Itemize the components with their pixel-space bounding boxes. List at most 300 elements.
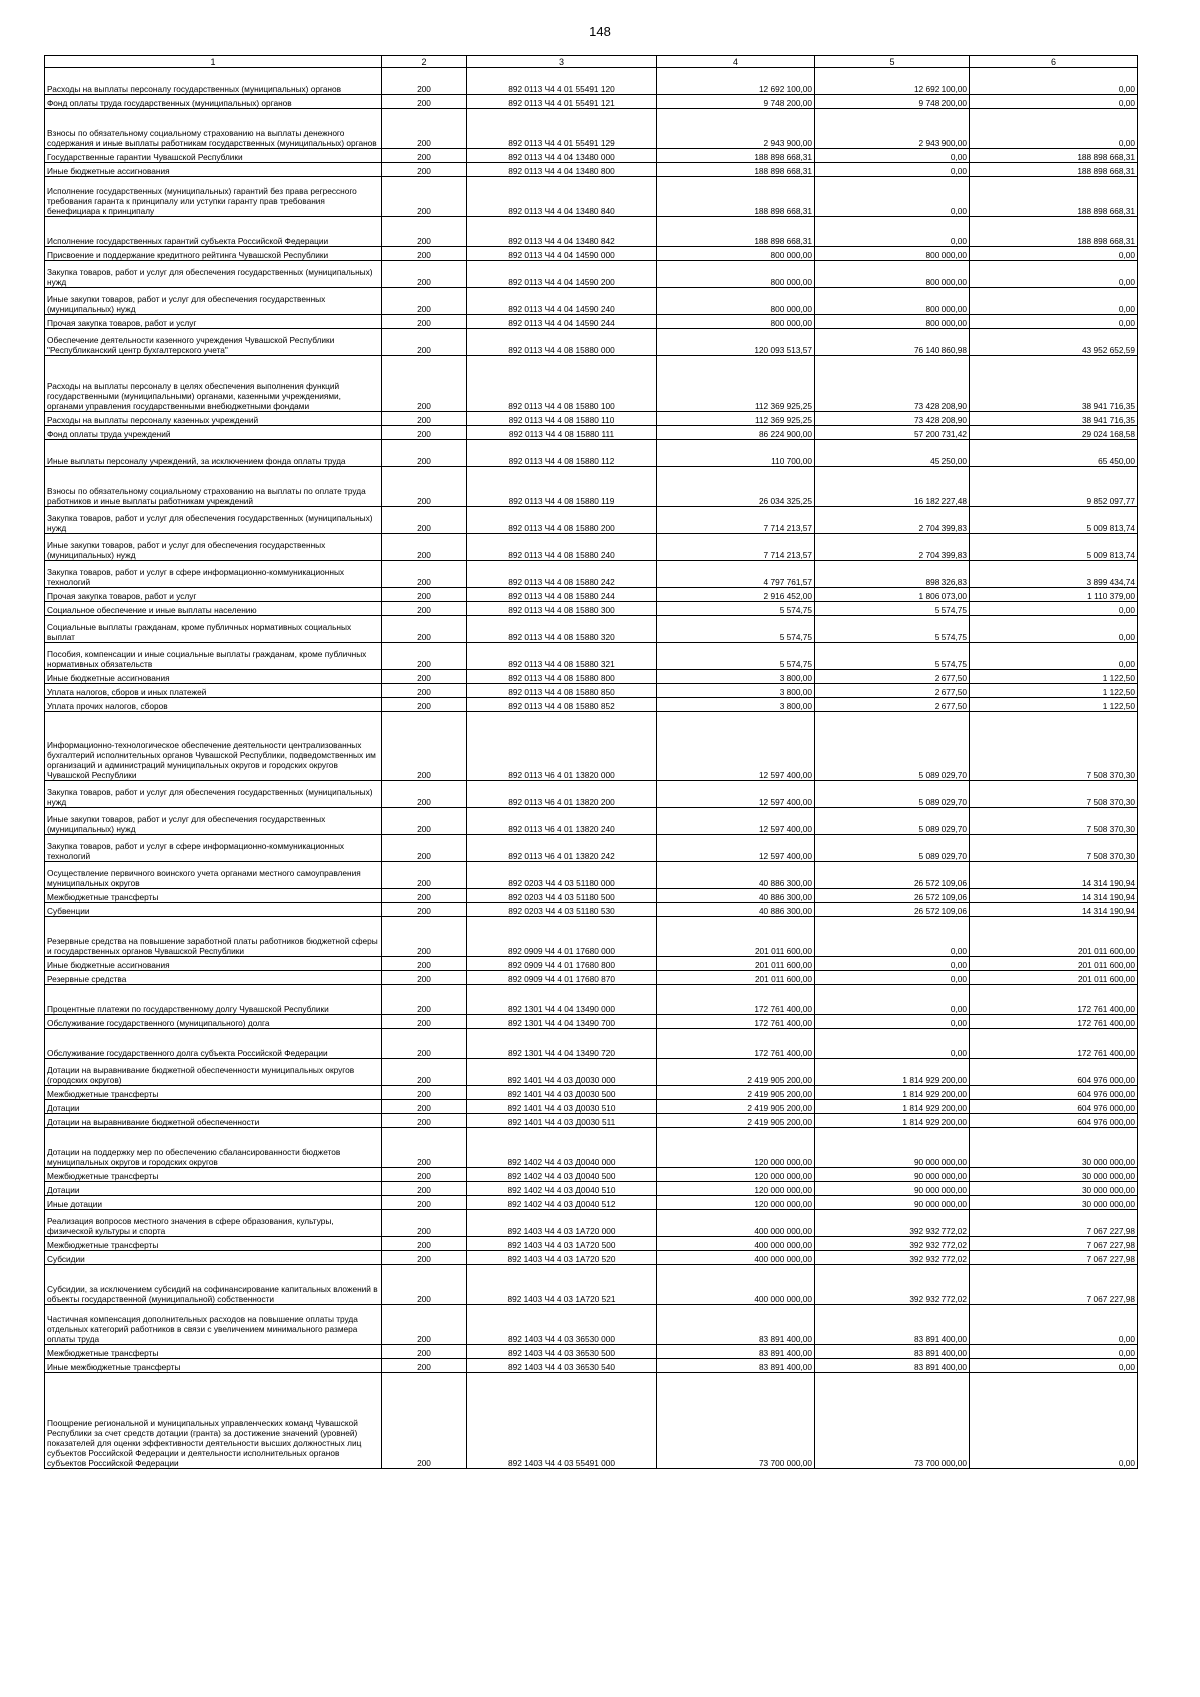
row-name: Иные дотации bbox=[45, 1196, 382, 1210]
row-classification: 892 0113 Ч6 4 01 13820 200 bbox=[467, 781, 657, 808]
row-code: 200 bbox=[382, 1237, 467, 1251]
row-classification: 892 0909 Ч4 4 01 17680 870 bbox=[467, 971, 657, 985]
row-code: 200 bbox=[382, 261, 467, 288]
row-value-col5: 800 000,00 bbox=[815, 288, 970, 315]
row-value-col5: 83 891 400,00 bbox=[815, 1345, 970, 1359]
table-row bbox=[45, 412, 1138, 426]
row-code: 200 bbox=[382, 1128, 467, 1168]
row-code: 200 bbox=[382, 588, 467, 602]
row-value-col4: 800 000,00 bbox=[657, 288, 815, 315]
row-name: Межбюджетные трансферты bbox=[45, 1237, 382, 1251]
table-row bbox=[45, 1100, 1138, 1114]
row-value-col6: 0,00 bbox=[970, 68, 1138, 95]
row-value-col6: 172 761 400,00 bbox=[970, 1015, 1138, 1029]
row-value-col5: 0,00 bbox=[815, 217, 970, 247]
row-value-col6: 7 508 370,30 bbox=[970, 712, 1138, 781]
table-row bbox=[45, 177, 1138, 217]
row-value-col4: 2 916 452,00 bbox=[657, 588, 815, 602]
row-value-col6: 30 000 000,00 bbox=[970, 1182, 1138, 1196]
row-value-col6: 172 761 400,00 bbox=[970, 1029, 1138, 1059]
row-name: Закупка товаров, работ и услуг в сфере информационно-коммуникационных технологий bbox=[45, 561, 382, 588]
row-name: Закупка товаров, работ и услуг для обеспечения государственных (муниципальных) нужд bbox=[45, 261, 382, 288]
row-value-col6: 7 508 370,30 bbox=[970, 781, 1138, 808]
row-value-col5: 5 089 029,70 bbox=[815, 835, 970, 862]
row-classification: 892 1401 Ч4 4 03 Д0030 511 bbox=[467, 1114, 657, 1128]
table-row bbox=[45, 684, 1138, 698]
row-value-col4: 120 000 000,00 bbox=[657, 1182, 815, 1196]
row-value-col5: 26 572 109,06 bbox=[815, 889, 970, 903]
row-value-col6: 0,00 bbox=[970, 247, 1138, 261]
row-name: Иные бюджетные ассигнования bbox=[45, 163, 382, 177]
row-classification: 892 1401 Ч4 4 03 Д0030 000 bbox=[467, 1059, 657, 1086]
row-value-col4: 12 597 400,00 bbox=[657, 781, 815, 808]
row-classification: 892 0113 Ч4 4 04 14590 200 bbox=[467, 261, 657, 288]
row-value-col6: 5 009 813,74 bbox=[970, 507, 1138, 534]
row-value-col4: 3 800,00 bbox=[657, 670, 815, 684]
row-classification: 892 0113 Ч6 4 01 13820 240 bbox=[467, 808, 657, 835]
row-code: 200 bbox=[382, 163, 467, 177]
table-row bbox=[45, 163, 1138, 177]
row-value-col6: 188 898 668,31 bbox=[970, 149, 1138, 163]
row-value-col4: 83 891 400,00 bbox=[657, 1359, 815, 1373]
row-classification: 892 0113 Ч4 4 08 15880 320 bbox=[467, 616, 657, 643]
row-value-col5: 12 692 100,00 bbox=[815, 68, 970, 95]
row-value-col4: 26 034 325,25 bbox=[657, 467, 815, 507]
row-value-col5: 2 677,50 bbox=[815, 684, 970, 698]
row-value-col6: 201 011 600,00 bbox=[970, 971, 1138, 985]
row-classification: 892 0113 Ч4 4 08 15880 852 bbox=[467, 698, 657, 712]
row-value-col6: 201 011 600,00 bbox=[970, 917, 1138, 957]
row-value-col5: 1 806 073,00 bbox=[815, 588, 970, 602]
row-code: 200 bbox=[382, 1059, 467, 1086]
row-value-col5: 57 200 731,42 bbox=[815, 426, 970, 440]
row-code: 200 bbox=[382, 1196, 467, 1210]
table-row bbox=[45, 356, 1138, 412]
table-row bbox=[45, 467, 1138, 507]
row-code: 200 bbox=[382, 1210, 467, 1237]
table-row bbox=[45, 602, 1138, 616]
row-value-col6: 1 122,50 bbox=[970, 698, 1138, 712]
row-value-col4: 800 000,00 bbox=[657, 261, 815, 288]
row-classification: 892 1403 Ч4 4 03 36530 000 bbox=[467, 1305, 657, 1345]
row-name: Обслуживание государственного долга субъекта Российской Федерации bbox=[45, 1029, 382, 1059]
row-classification: 892 0113 Ч4 4 08 15880 321 bbox=[467, 643, 657, 670]
row-value-col4: 112 369 925,25 bbox=[657, 412, 815, 426]
row-classification: 892 0113 Ч6 4 01 13820 000 bbox=[467, 712, 657, 781]
row-name: Иные бюджетные ассигнования bbox=[45, 957, 382, 971]
row-code: 200 bbox=[382, 1373, 467, 1469]
row-code: 200 bbox=[382, 1015, 467, 1029]
row-classification: 892 0113 Ч6 4 01 13820 242 bbox=[467, 835, 657, 862]
row-classification: 892 1402 Ч4 4 03 Д0040 512 bbox=[467, 1196, 657, 1210]
row-value-col4: 5 574,75 bbox=[657, 602, 815, 616]
row-value-col4: 12 597 400,00 bbox=[657, 712, 815, 781]
row-value-col4: 400 000 000,00 bbox=[657, 1210, 815, 1237]
row-value-col5: 9 748 200,00 bbox=[815, 95, 970, 109]
row-value-col5: 5 574,75 bbox=[815, 616, 970, 643]
row-code: 200 bbox=[382, 329, 467, 356]
row-value-col5: 73 428 208,90 bbox=[815, 412, 970, 426]
row-name: Субсидии, за исключением субсидий на софинансирование капитальных вложений в объекты государственной (муниципальной) собственности bbox=[45, 1265, 382, 1305]
row-name: Дотации bbox=[45, 1182, 382, 1196]
row-code: 200 bbox=[382, 1251, 467, 1265]
row-code: 200 bbox=[382, 315, 467, 329]
row-value-col6: 0,00 bbox=[970, 1359, 1138, 1373]
row-value-col6: 0,00 bbox=[970, 109, 1138, 149]
row-code: 200 bbox=[382, 356, 467, 412]
row-code: 200 bbox=[382, 957, 467, 971]
row-code: 200 bbox=[382, 561, 467, 588]
row-name: Пособия, компенсации и иные социальные выплаты гражданам, кроме публичных нормативных обязательств bbox=[45, 643, 382, 670]
row-classification: 892 0909 Ч4 4 01 17680 000 bbox=[467, 917, 657, 957]
row-value-col6: 30 000 000,00 bbox=[970, 1196, 1138, 1210]
table-row bbox=[45, 1182, 1138, 1196]
row-value-col5: 0,00 bbox=[815, 917, 970, 957]
row-value-col6: 3 899 434,74 bbox=[970, 561, 1138, 588]
header-row bbox=[45, 56, 1138, 68]
row-name: Уплата налогов, сборов и иных платежей bbox=[45, 684, 382, 698]
row-code: 200 bbox=[382, 903, 467, 917]
row-classification: 892 1301 Ч4 4 04 13490 700 bbox=[467, 1015, 657, 1029]
row-value-col4: 83 891 400,00 bbox=[657, 1345, 815, 1359]
row-value-col4: 2 419 905 200,00 bbox=[657, 1100, 815, 1114]
row-value-col5: 392 932 772,02 bbox=[815, 1237, 970, 1251]
row-classification: 892 0113 Ч4 4 04 13480 000 bbox=[467, 149, 657, 163]
table-row bbox=[45, 903, 1138, 917]
row-value-col5: 392 932 772,02 bbox=[815, 1251, 970, 1265]
row-classification: 892 0113 Ч4 4 08 15880 244 bbox=[467, 588, 657, 602]
row-code: 200 bbox=[382, 971, 467, 985]
row-value-col4: 40 886 300,00 bbox=[657, 889, 815, 903]
row-classification: 892 0113 Ч4 4 08 15880 200 bbox=[467, 507, 657, 534]
row-value-col6: 30 000 000,00 bbox=[970, 1128, 1138, 1168]
row-name: Государственные гарантии Чувашской Республики bbox=[45, 149, 382, 163]
row-value-col4: 3 800,00 bbox=[657, 684, 815, 698]
row-name: Исполнение государственных гарантий субъекта Российской Федерации bbox=[45, 217, 382, 247]
row-code: 200 bbox=[382, 247, 467, 261]
row-name: Расходы на выплаты персоналу казенных учреждений bbox=[45, 412, 382, 426]
row-code: 200 bbox=[382, 534, 467, 561]
row-code: 200 bbox=[382, 712, 467, 781]
row-classification: 892 1402 Ч4 4 03 Д0040 500 bbox=[467, 1168, 657, 1182]
row-code: 200 bbox=[382, 643, 467, 670]
row-code: 200 bbox=[382, 684, 467, 698]
row-value-col4: 4 797 761,57 bbox=[657, 561, 815, 588]
table-row bbox=[45, 985, 1138, 1015]
row-value-col5: 90 000 000,00 bbox=[815, 1182, 970, 1196]
row-value-col4: 800 000,00 bbox=[657, 247, 815, 261]
row-value-col5: 16 182 227,48 bbox=[815, 467, 970, 507]
row-value-col4: 40 886 300,00 bbox=[657, 862, 815, 889]
table-row bbox=[45, 507, 1138, 534]
row-value-col5: 1 814 929 200,00 bbox=[815, 1100, 970, 1114]
row-classification: 892 1401 Ч4 4 03 Д0030 500 bbox=[467, 1086, 657, 1100]
row-value-col4: 7 714 213,57 bbox=[657, 507, 815, 534]
row-value-col4: 73 700 000,00 bbox=[657, 1373, 815, 1469]
row-value-col6: 188 898 668,31 bbox=[970, 163, 1138, 177]
row-classification: 892 0113 Ч4 4 04 13480 800 bbox=[467, 163, 657, 177]
row-value-col5: 26 572 109,06 bbox=[815, 862, 970, 889]
row-code: 200 bbox=[382, 1168, 467, 1182]
row-value-col6: 7 508 370,30 bbox=[970, 808, 1138, 835]
row-name: Субсидии bbox=[45, 1251, 382, 1265]
row-value-col5: 800 000,00 bbox=[815, 315, 970, 329]
row-value-col4: 7 714 213,57 bbox=[657, 534, 815, 561]
row-value-col5: 0,00 bbox=[815, 163, 970, 177]
row-value-col6: 1 122,50 bbox=[970, 684, 1138, 698]
row-name: Расходы на выплаты персоналу государственных (муниципальных) органов bbox=[45, 68, 382, 95]
row-value-col4: 400 000 000,00 bbox=[657, 1251, 815, 1265]
row-value-col6: 65 450,00 bbox=[970, 440, 1138, 467]
table-row bbox=[45, 1114, 1138, 1128]
table-row bbox=[45, 68, 1138, 95]
row-value-col6: 1 122,50 bbox=[970, 670, 1138, 684]
table-row bbox=[45, 440, 1138, 467]
row-value-col4: 3 800,00 bbox=[657, 698, 815, 712]
row-value-col5: 5 089 029,70 bbox=[815, 808, 970, 835]
column-header-1: 1 bbox=[45, 56, 382, 68]
row-code: 200 bbox=[382, 602, 467, 616]
row-value-col4: 400 000 000,00 bbox=[657, 1237, 815, 1251]
column-header-3: 3 bbox=[467, 56, 657, 68]
row-code: 200 bbox=[382, 1182, 467, 1196]
row-classification: 892 0113 Ч4 4 08 15880 110 bbox=[467, 412, 657, 426]
row-name: Поощрение региональной и муниципальных управленческих команд Чувашской Республики за счет средств дотации (гранта) за достижение значений (уровней) показателей для оценки эффективности деятельности высших должностных лиц субъектов Российской Федерации и деятельности исполнительных органов субъектов Российской Федерации bbox=[45, 1373, 382, 1469]
row-value-col4: 172 761 400,00 bbox=[657, 1015, 815, 1029]
row-name: Резервные средства на повышение заработной платы работников бюджетной сферы и государственных органов Чувашской Республики bbox=[45, 917, 382, 957]
table-row bbox=[45, 643, 1138, 670]
row-value-col6: 188 898 668,31 bbox=[970, 217, 1138, 247]
row-value-col5: 90 000 000,00 bbox=[815, 1196, 970, 1210]
row-name: Информационно-технологическое обеспечение деятельности централизованных бухгалтерий исполнительных органов Чувашской Республики, подведомственных им организаций и администраций муниципальных округов и городских округов Чувашской Республики bbox=[45, 712, 382, 781]
row-code: 200 bbox=[382, 288, 467, 315]
row-code: 200 bbox=[382, 177, 467, 217]
row-name: Социальное обеспечение и иные выплаты населению bbox=[45, 602, 382, 616]
row-value-col5: 392 932 772,02 bbox=[815, 1265, 970, 1305]
table-row bbox=[45, 616, 1138, 643]
row-value-col4: 2 419 905 200,00 bbox=[657, 1086, 815, 1100]
row-value-col4: 188 898 668,31 bbox=[657, 149, 815, 163]
table-row bbox=[45, 862, 1138, 889]
row-code: 200 bbox=[382, 1359, 467, 1373]
column-header-5: 5 bbox=[815, 56, 970, 68]
table-row bbox=[45, 561, 1138, 588]
table-row bbox=[45, 534, 1138, 561]
table-row bbox=[45, 1128, 1138, 1168]
row-classification: 892 1402 Ч4 4 03 Д0040 510 bbox=[467, 1182, 657, 1196]
row-value-col4: 86 224 900,00 bbox=[657, 426, 815, 440]
row-value-col5: 2 677,50 bbox=[815, 670, 970, 684]
row-value-col4: 201 011 600,00 bbox=[657, 917, 815, 957]
row-classification: 892 0113 Ч4 4 01 55491 121 bbox=[467, 95, 657, 109]
row-name: Фонд оплаты труда учреждений bbox=[45, 426, 382, 440]
row-name: Осуществление первичного воинского учета органами местного самоуправления муниципальных округов bbox=[45, 862, 382, 889]
row-value-col4: 2 943 900,00 bbox=[657, 109, 815, 149]
table-row bbox=[45, 109, 1138, 149]
column-header-6: 6 bbox=[970, 56, 1138, 68]
row-classification: 892 0113 Ч4 4 04 14590 240 bbox=[467, 288, 657, 315]
row-classification: 892 1403 Ч4 4 03 1А720 520 bbox=[467, 1251, 657, 1265]
row-classification: 892 0113 Ч4 4 08 15880 240 bbox=[467, 534, 657, 561]
row-name: Обеспечение деятельности казенного учреждения Чувашской Республики "Республиканский центр бухгалтерского учета" bbox=[45, 329, 382, 356]
table-row bbox=[45, 217, 1138, 247]
row-value-col6: 38 941 716,35 bbox=[970, 412, 1138, 426]
row-value-col4: 120 000 000,00 bbox=[657, 1196, 815, 1210]
row-value-col5: 2 943 900,00 bbox=[815, 109, 970, 149]
row-value-col5: 73 700 000,00 bbox=[815, 1373, 970, 1469]
table-body bbox=[45, 68, 1138, 1469]
row-value-col5: 0,00 bbox=[815, 1015, 970, 1029]
row-classification: 892 1403 Ч4 4 03 36530 500 bbox=[467, 1345, 657, 1359]
row-classification: 892 0203 Ч4 4 03 51180 000 bbox=[467, 862, 657, 889]
row-name: Закупка товаров, работ и услуг в сфере информационно-коммуникационных технологий bbox=[45, 835, 382, 862]
row-classification: 892 1403 Ч4 4 03 1А720 000 bbox=[467, 1210, 657, 1237]
table-row bbox=[45, 1015, 1138, 1029]
row-code: 200 bbox=[382, 217, 467, 247]
row-value-col5: 2 704 399,83 bbox=[815, 507, 970, 534]
row-value-col5: 0,00 bbox=[815, 971, 970, 985]
row-value-col6: 188 898 668,31 bbox=[970, 177, 1138, 217]
row-code: 200 bbox=[382, 412, 467, 426]
row-name: Фонд оплаты труда государственных (муниципальных) органов bbox=[45, 95, 382, 109]
row-name: Межбюджетные трансферты bbox=[45, 1345, 382, 1359]
table-row bbox=[45, 261, 1138, 288]
row-value-col5: 1 814 929 200,00 bbox=[815, 1114, 970, 1128]
table-row bbox=[45, 329, 1138, 356]
table-row bbox=[45, 957, 1138, 971]
row-classification: 892 0113 Ч4 4 04 14590 000 bbox=[467, 247, 657, 261]
row-value-col6: 5 009 813,74 bbox=[970, 534, 1138, 561]
row-classification: 892 0113 Ч4 4 08 15880 100 bbox=[467, 356, 657, 412]
row-value-col6: 604 976 000,00 bbox=[970, 1100, 1138, 1114]
row-name: Прочая закупка товаров, работ и услуг bbox=[45, 588, 382, 602]
row-value-col5: 26 572 109,06 bbox=[815, 903, 970, 917]
table-row bbox=[45, 149, 1138, 163]
row-classification: 892 1401 Ч4 4 03 Д0030 510 bbox=[467, 1100, 657, 1114]
row-code: 200 bbox=[382, 1345, 467, 1359]
budget-table bbox=[44, 55, 1138, 1469]
row-value-col5: 45 250,00 bbox=[815, 440, 970, 467]
row-value-col5: 2 677,50 bbox=[815, 698, 970, 712]
row-classification: 892 0113 Ч4 4 08 15880 111 bbox=[467, 426, 657, 440]
row-name: Закупка товаров, работ и услуг для обеспечения государственных (муниципальных) нужд bbox=[45, 507, 382, 534]
row-code: 200 bbox=[382, 1029, 467, 1059]
row-classification: 892 1403 Ч4 4 03 36530 540 bbox=[467, 1359, 657, 1373]
row-name: Дотации bbox=[45, 1100, 382, 1114]
row-code: 200 bbox=[382, 1265, 467, 1305]
row-value-col5: 2 704 399,83 bbox=[815, 534, 970, 561]
row-value-col6: 9 852 097,77 bbox=[970, 467, 1138, 507]
row-value-col4: 110 700,00 bbox=[657, 440, 815, 467]
row-value-col6: 0,00 bbox=[970, 616, 1138, 643]
row-code: 200 bbox=[382, 95, 467, 109]
row-value-col5: 83 891 400,00 bbox=[815, 1359, 970, 1373]
row-name: Межбюджетные трансферты bbox=[45, 1168, 382, 1182]
row-name: Реализация вопросов местного значения в сфере образования, культуры, физической культуры и спорта bbox=[45, 1210, 382, 1237]
row-name: Межбюджетные трансферты bbox=[45, 1086, 382, 1100]
row-name: Иные закупки товаров, работ и услуг для обеспечения государственных (муниципальных) нужд bbox=[45, 288, 382, 315]
table-row bbox=[45, 698, 1138, 712]
table-row bbox=[45, 1168, 1138, 1182]
row-name: Исполнение государственных (муниципальных) гарантий без права регрессного требования гаранта к принципалу или уступки гаранту прав требования бенефициара к принципалу bbox=[45, 177, 382, 217]
table-row bbox=[45, 670, 1138, 684]
row-value-col5: 1 814 929 200,00 bbox=[815, 1086, 970, 1100]
row-classification: 892 1301 Ч4 4 04 13490 000 bbox=[467, 985, 657, 1015]
row-classification: 892 0113 Ч4 4 08 15880 850 bbox=[467, 684, 657, 698]
row-value-col5: 5 574,75 bbox=[815, 602, 970, 616]
row-value-col6: 7 508 370,30 bbox=[970, 835, 1138, 862]
table-row bbox=[45, 1265, 1138, 1305]
row-value-col4: 5 574,75 bbox=[657, 616, 815, 643]
row-name: Процентные платежи по государственному долгу Чувашской Республики bbox=[45, 985, 382, 1015]
row-value-col5: 898 326,83 bbox=[815, 561, 970, 588]
table-row bbox=[45, 588, 1138, 602]
row-value-col4: 172 761 400,00 bbox=[657, 985, 815, 1015]
row-value-col5: 0,00 bbox=[815, 985, 970, 1015]
row-code: 200 bbox=[382, 985, 467, 1015]
row-value-col6: 0,00 bbox=[970, 315, 1138, 329]
row-value-col6: 7 067 227,98 bbox=[970, 1237, 1138, 1251]
row-code: 200 bbox=[382, 1305, 467, 1345]
row-value-col6: 14 314 190,94 bbox=[970, 862, 1138, 889]
row-value-col4: 12 692 100,00 bbox=[657, 68, 815, 95]
row-name: Уплата прочих налогов, сборов bbox=[45, 698, 382, 712]
row-value-col5: 0,00 bbox=[815, 957, 970, 971]
row-classification: 892 1403 Ч4 4 03 1А720 500 bbox=[467, 1237, 657, 1251]
row-value-col5: 73 428 208,90 bbox=[815, 356, 970, 412]
row-code: 200 bbox=[382, 835, 467, 862]
row-value-col6: 7 067 227,98 bbox=[970, 1251, 1138, 1265]
row-classification: 892 0113 Ч4 4 04 13480 842 bbox=[467, 217, 657, 247]
table-row bbox=[45, 1210, 1138, 1237]
page-number: 148 bbox=[589, 24, 611, 39]
table-row bbox=[45, 247, 1138, 261]
row-value-col5: 5 089 029,70 bbox=[815, 712, 970, 781]
row-name: Иные закупки товаров, работ и услуг для обеспечения государственных (муниципальных) нужд bbox=[45, 808, 382, 835]
row-name: Иные бюджетные ассигнования bbox=[45, 670, 382, 684]
table-row bbox=[45, 971, 1138, 985]
row-code: 200 bbox=[382, 781, 467, 808]
row-value-col5: 1 814 929 200,00 bbox=[815, 1059, 970, 1086]
row-value-col4: 40 886 300,00 bbox=[657, 903, 815, 917]
row-name: Иные выплаты персоналу учреждений, за исключением фонда оплаты труда bbox=[45, 440, 382, 467]
row-code: 200 bbox=[382, 808, 467, 835]
row-classification: 892 0113 Ч4 4 08 15880 119 bbox=[467, 467, 657, 507]
row-value-col6: 172 761 400,00 bbox=[970, 985, 1138, 1015]
row-code: 200 bbox=[382, 862, 467, 889]
row-name: Резервные средства bbox=[45, 971, 382, 985]
row-value-col6: 604 976 000,00 bbox=[970, 1059, 1138, 1086]
row-value-col6: 0,00 bbox=[970, 288, 1138, 315]
table-row bbox=[45, 426, 1138, 440]
row-classification: 892 1403 Ч4 4 03 55491 000 bbox=[467, 1373, 657, 1469]
row-value-col4: 120 093 513,57 bbox=[657, 329, 815, 356]
row-name: Дотации на выравнивание бюджетной обеспеченности муниципальных округов (городских округов) bbox=[45, 1059, 382, 1086]
row-value-col4: 2 419 905 200,00 bbox=[657, 1059, 815, 1086]
row-classification: 892 1402 Ч4 4 03 Д0040 000 bbox=[467, 1128, 657, 1168]
row-value-col5: 800 000,00 bbox=[815, 247, 970, 261]
row-value-col6: 0,00 bbox=[970, 1345, 1138, 1359]
table-row bbox=[45, 1359, 1138, 1373]
row-value-col6: 604 976 000,00 bbox=[970, 1114, 1138, 1128]
row-value-col5: 90 000 000,00 bbox=[815, 1128, 970, 1168]
row-value-col4: 201 011 600,00 bbox=[657, 971, 815, 985]
table-row bbox=[45, 1305, 1138, 1345]
table-row bbox=[45, 1251, 1138, 1265]
row-value-col6: 201 011 600,00 bbox=[970, 957, 1138, 971]
row-value-col6: 604 976 000,00 bbox=[970, 1086, 1138, 1100]
row-value-col5: 90 000 000,00 bbox=[815, 1168, 970, 1182]
